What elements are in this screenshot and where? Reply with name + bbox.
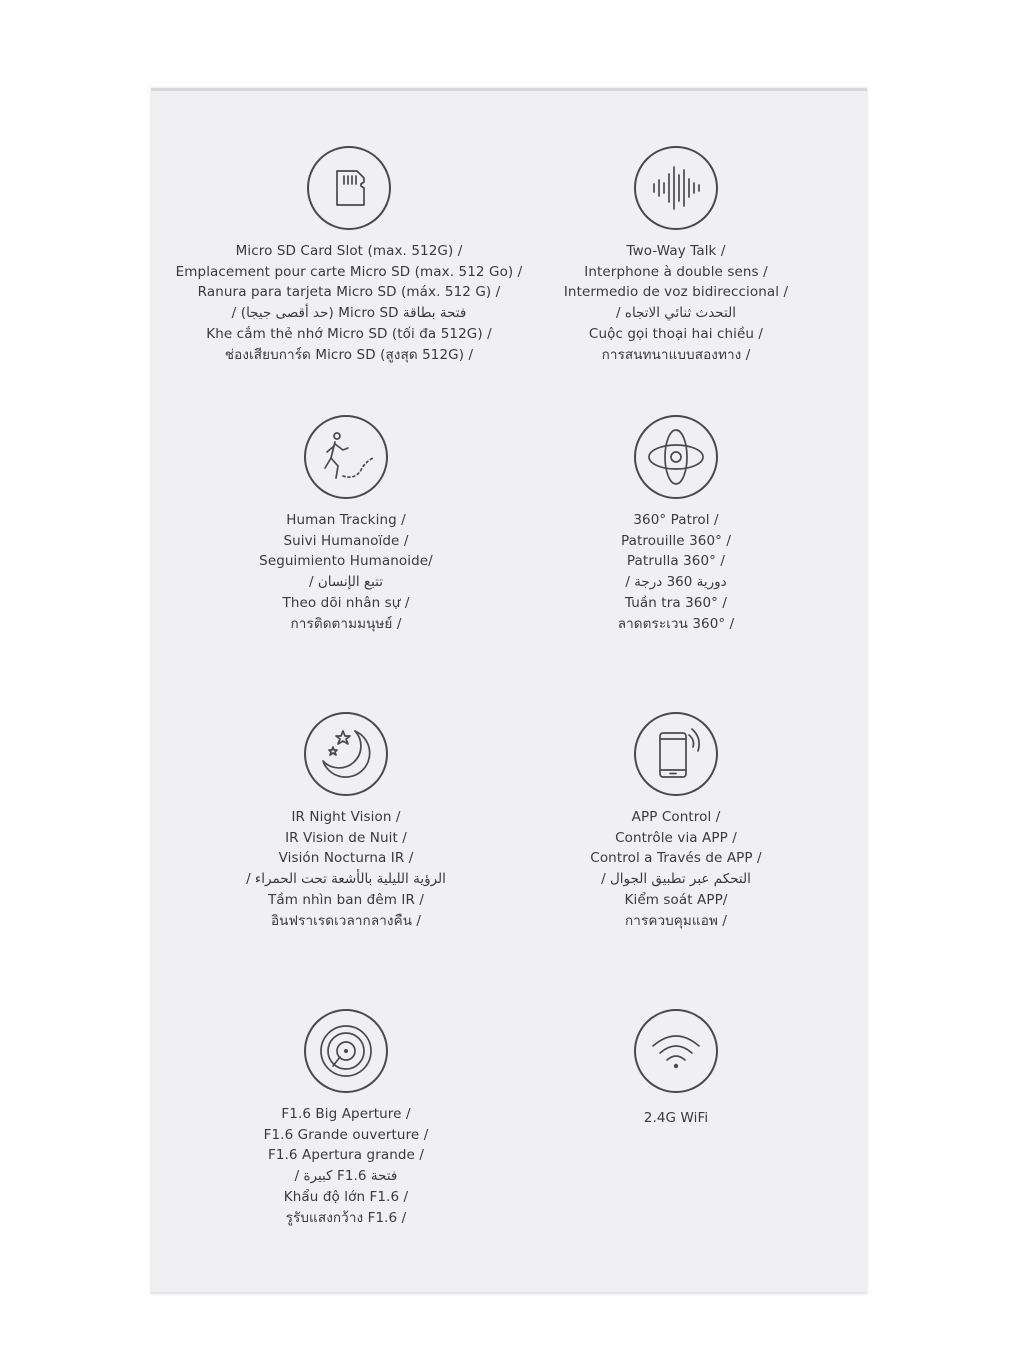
- text-line: อินฟราเรดเวลากลางคืน /: [270, 912, 422, 929]
- text-line: Suivi Humanoïde /: [283, 532, 409, 549]
- feature-ir-night-vision: [166, 711, 526, 931]
- feature-text: [166, 807, 526, 931]
- text-line: Tuần tra 360° /: [624, 594, 728, 611]
- text-line: Intermedio de voz bidireccional /: [563, 284, 789, 301]
- text-line: Theo dõi nhân sự /: [282, 594, 410, 611]
- text-line: การติดตามมนุษย์ /: [290, 615, 402, 632]
- text-line: ช่องเสียบการ์ด Micro SD (สูงสุด 512G) /: [224, 346, 474, 363]
- running-person-icon: [303, 414, 389, 500]
- text-line: APP Control /: [631, 809, 721, 825]
- aperture-lens-icon: [303, 1008, 389, 1094]
- feature-big-aperture: [166, 1008, 526, 1228]
- text-line: รูรับแสงกว้าง F1.6 /: [285, 1209, 407, 1226]
- text-line: الرؤية الليلية بالأشعة تحت الحمراء /: [246, 871, 446, 888]
- text-line: 2.4G WiFi: [643, 1110, 709, 1126]
- feature-text: [496, 1108, 856, 1129]
- feature-text: [166, 510, 526, 634]
- text-line: IR Night Vision /: [291, 809, 401, 825]
- feature-text: [496, 241, 856, 365]
- feature-app-control: [496, 711, 856, 931]
- feature-micro-sd: [169, 145, 529, 365]
- text-line: Cuộc gọi thoại hai chiều /: [588, 325, 764, 342]
- 360-patrol-icon: [633, 414, 719, 500]
- feature-text: [496, 807, 856, 931]
- text-line: Patrulla 360° /: [626, 553, 726, 570]
- feature-human-tracking: [166, 414, 526, 634]
- feature-wifi: [496, 1008, 856, 1129]
- text-line: Two-Way Talk /: [626, 243, 726, 259]
- text-line: การสนทนาแบบสองทาง /: [601, 346, 751, 363]
- sound-wave-icon: [633, 145, 719, 231]
- text-line: تتبع الإنسان /: [308, 574, 384, 591]
- text-line: Kiểm soát APP/: [624, 891, 728, 908]
- text-line: Control a Través de APP /: [590, 850, 762, 867]
- text-line: Khe cắm thẻ nhớ Micro SD (tối đa 512G) /: [206, 325, 492, 342]
- feature-text: [166, 1104, 526, 1228]
- smartphone-signal-icon: [633, 711, 719, 797]
- text-line: ลาดตระเวน 360° /: [617, 615, 735, 632]
- text-line: Contrôle via APP /: [615, 829, 737, 846]
- micro-sd-card-icon: [306, 145, 392, 231]
- packaging-box-side: [151, 88, 867, 1294]
- text-line: Ranura para tarjeta Micro SD (máx. 512 G) /: [197, 284, 501, 301]
- text-line: Emplacement pour carte Micro SD (max. 512 Go) /: [175, 263, 523, 280]
- text-line: F1.6 Apertura grande /: [267, 1147, 424, 1164]
- text-line: دورية 360 درجة /: [625, 574, 727, 591]
- text-line: فتحة F1.6 كبيرة /: [294, 1168, 398, 1185]
- text-line: التحكم عبر تطبيق الجوال /: [601, 871, 751, 888]
- text-line: Micro SD Card Slot (max. 512G) /: [235, 243, 463, 259]
- text-line: Khẩu độ lớn F1.6 /: [283, 1188, 409, 1205]
- text-line: Human Tracking /: [286, 512, 406, 528]
- text-line: 360° Patrol /: [633, 512, 719, 528]
- feature-360-patrol: [496, 414, 856, 634]
- text-line: IR Vision de Nuit /: [285, 829, 407, 846]
- text-line: การควบคุมแอพ /: [625, 912, 727, 929]
- wifi-icon: [633, 1008, 719, 1094]
- text-line: Patrouille 360° /: [620, 532, 732, 549]
- text-line: F1.6 Grande ouverture /: [263, 1126, 429, 1143]
- feature-text: [496, 510, 856, 634]
- text-line: Interphone à double sens /: [584, 263, 768, 280]
- text-line: Seguimiento Humanoide/: [259, 553, 433, 570]
- moon-star-icon: [303, 711, 389, 797]
- text-line: فتحة بطاقة Micro SD (حد أقصى جيجا) /: [231, 305, 467, 322]
- text-line: Tầm nhìn ban đêm IR /: [268, 891, 424, 908]
- text-line: Visión Nocturna IR /: [278, 850, 414, 867]
- feature-text: [169, 241, 529, 365]
- feature-two-way-talk: [496, 145, 856, 365]
- text-line: التحدث ثنائي الاتجاه /: [616, 305, 736, 322]
- text-line: F1.6 Big Aperture /: [281, 1106, 411, 1122]
